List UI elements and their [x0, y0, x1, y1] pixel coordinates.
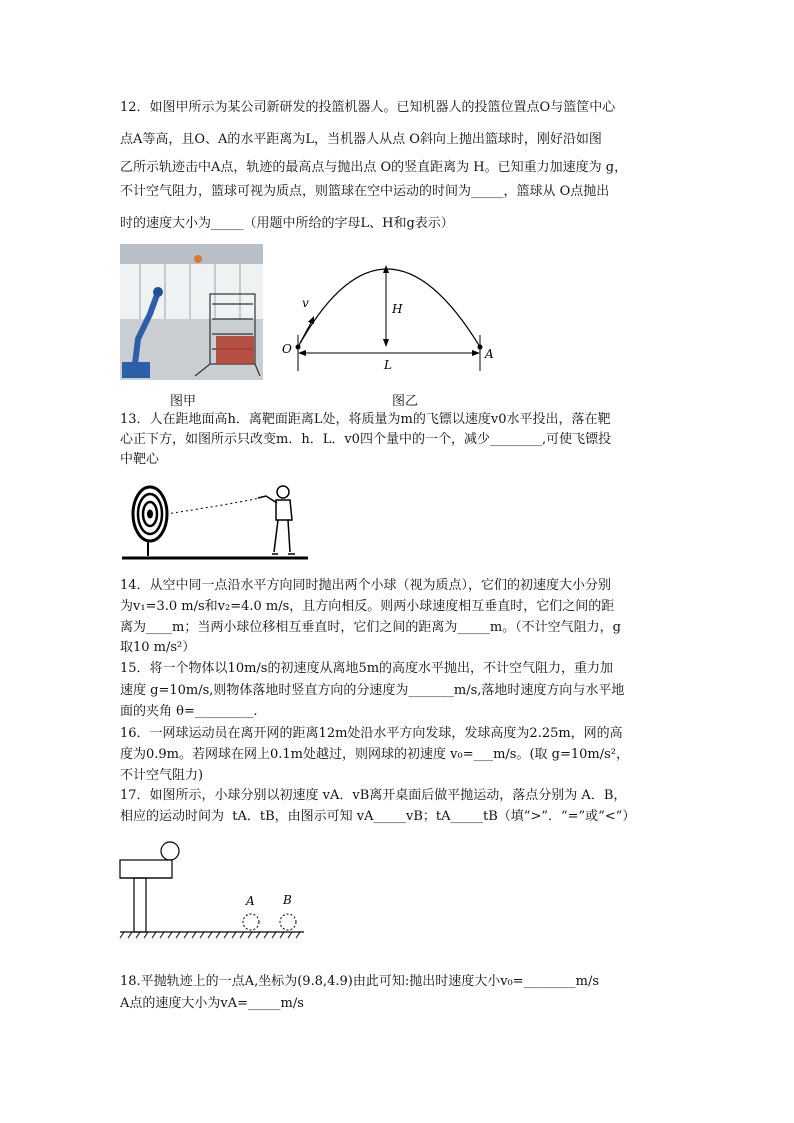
trajectory-curve	[298, 269, 480, 347]
table-leg	[134, 878, 146, 932]
q12-line-4: 不计空气阻力，篮球可视为质点，则篮球在空中运动的时间为_____，篮球从 O点抛出	[120, 184, 610, 199]
q18-line-2: A点的速度大小为vA=_____m/s	[120, 996, 304, 1011]
q15-line-2: 速度 g=10m/s,则物体落地时竖直方向的分速度为_______m/s,落地时速度方向与水平地	[120, 683, 625, 698]
caption-figure-b: 图乙	[392, 394, 419, 409]
q14-line-3: 离为____m；当两小球位移相互垂直时，它们之间的距离为_____m。（不计空气阻力，g	[120, 620, 621, 635]
dart-target-figure	[120, 476, 310, 562]
q12-line-5: 时的速度大小为_____（用题中所给的字母L、H和g表示）	[120, 216, 454, 231]
caption-figure-a: 图甲	[170, 394, 197, 409]
q14-line-4: 取10 m/s²）	[120, 640, 196, 655]
trajectory-diagram	[280, 255, 505, 385]
label-v: v	[302, 296, 309, 310]
label-l: L	[384, 358, 392, 372]
table-balls-figure	[118, 838, 308, 942]
landing-ball-b	[280, 914, 296, 930]
q12-line-3: 乙所示轨迹击中A点，轨迹的最高点与抛出点 O的竖直距离为 H。已知重力加速度为 g，	[120, 160, 628, 175]
q13-line-1: 13．人在距地面高h．离靶面距离L处，将质量为m的飞镖以速度v0水平投出，落在靶	[120, 412, 611, 427]
q14-line-2: 为v₁=3.0 m/s和v₂=4.0 m/s，且方向相反。则两小球速度相互垂直时，它们之间的距	[120, 599, 615, 614]
person-icon	[258, 486, 295, 554]
label-a: A	[246, 894, 255, 908]
q13-line-2: 心正下方，如图所示只改变m．h．L．v0四个量中的一个，减少________,可使飞镖投	[120, 432, 612, 447]
ball-on-table	[161, 842, 179, 860]
q15-line-1: 15．将一个物体以10m/s的初速度从离地5m的高度水平抛出，不计空气阻力，重力加	[120, 661, 614, 676]
dart-path	[166, 498, 260, 514]
landing-ball-a	[243, 914, 259, 930]
robot-photo	[120, 244, 263, 380]
q14-line-1: 14．从空中同一点沿水平方向同时抛出两个小球（视为质点），它们的初速度大小分别	[120, 578, 612, 593]
q16-line-2: 度为0.9m。若网球在网上0.1m处越过，则网球的初速度 v₀=___m/s。(取 g=10m/s²，	[120, 747, 630, 762]
q16-line-1: 16．一网球运动员在离开网的距离12m处沿水平方向发球，发球高度为2.25m，网的高	[120, 726, 623, 741]
target-icon	[133, 487, 167, 541]
q16-line-3: 不计空气阻力)	[120, 768, 204, 783]
q18-line-1: 18.平抛轨迹上的一点A,坐标为(9.8,4.9)由此可知:抛出时速度大小v₀=________m/s	[120, 974, 600, 989]
label-o: O	[282, 342, 292, 356]
label-b: B	[283, 893, 292, 907]
q12-line-2: 点A等高，且O、A的水平距离为L，当机器人从点 O斜向上抛出篮球时，刚好沿如图	[120, 132, 602, 147]
table-top	[120, 860, 172, 878]
q17-line-2: 相应的运动时间为 tA．tB，由图示可知 vA_____vB；tA_____tB（填“>”．“=”或“<”）	[120, 809, 636, 824]
q15-line-3: 面的夹角 θ=_________.	[120, 704, 258, 719]
label-h: H	[392, 302, 403, 316]
q17-line-1: 17．如图所示，小球分别以初速度 vA．vB离开桌面后做平抛运动，落点分别为 A．B，	[120, 788, 627, 803]
q13-line-3: 中靶心	[120, 452, 160, 467]
q12-line-1: 12．如图甲所示为某公司新研发的投篮机器人。已知机器人的投篮位置点O与篮筐中心	[120, 100, 616, 115]
label-a: A	[485, 347, 494, 361]
